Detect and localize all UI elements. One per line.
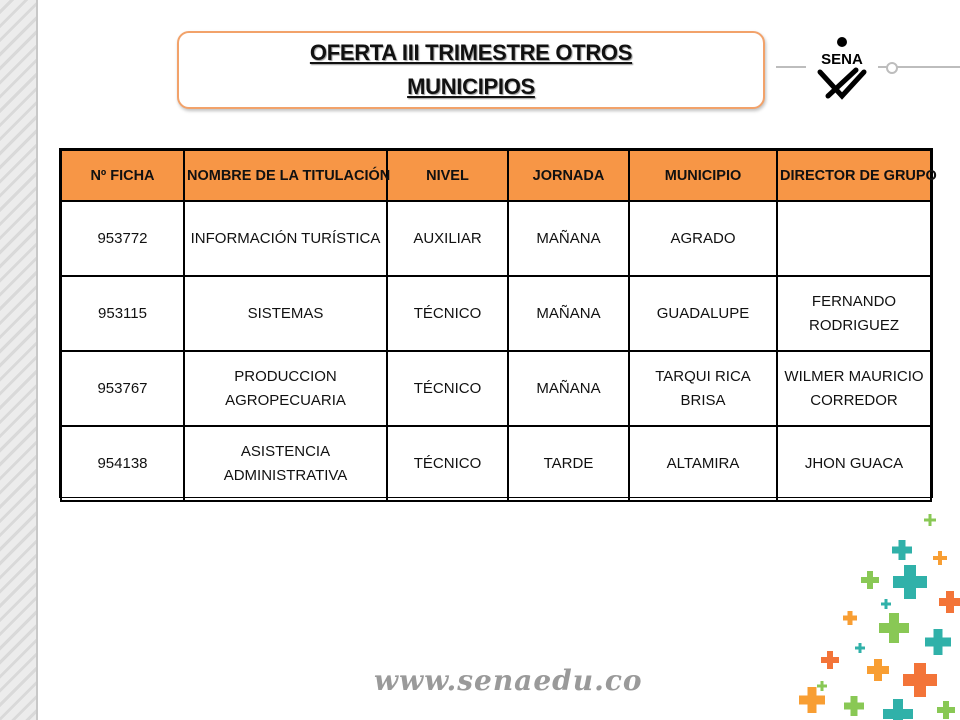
cell-director [777, 201, 931, 276]
cell-jornada: MAÑANA [508, 351, 629, 426]
cell-director: FERNANDO RODRIGUEZ [777, 276, 931, 351]
column-header-ficha: Nº FICHA [61, 150, 184, 201]
offer-table [60, 149, 937, 502]
cell-ficha: 953115 [61, 276, 184, 351]
cell-director: JHON GUACA [777, 426, 931, 501]
cell-municipio: GUADALUPE [629, 276, 777, 351]
plus-sign-icon [867, 659, 889, 681]
plus-sign-icon [843, 611, 857, 625]
cell-nivel: TÉCNICO [387, 351, 508, 426]
plus-sign-icon [925, 629, 951, 655]
column-header-titulacion: NOMBRE DE LA TITULACIÓN [184, 150, 387, 201]
title-box [177, 31, 765, 109]
plus-sign-icon [881, 599, 891, 609]
plus-sign-icon [879, 613, 909, 643]
cell-ficha: 953772 [61, 201, 184, 276]
footer-url: www.senaedu.co [374, 664, 643, 697]
plus-sign-icon [937, 701, 955, 719]
plus-sign-icon [924, 514, 936, 526]
column-header-nivel: NIVEL [387, 150, 508, 201]
cell-director: WILMER MAURICIO CORREDOR [777, 351, 931, 426]
sena-logo [806, 34, 878, 106]
column-header-jornada: JORNADA [508, 150, 629, 201]
page-title-line1: OFERTA III TRIMESTRE OTROS [309, 40, 633, 65]
plus-sign-icon [883, 699, 913, 720]
plus-sign-icon [821, 651, 839, 669]
cell-nivel: AUXILIAR [387, 201, 508, 276]
sena-logo-icon [806, 34, 878, 106]
cell-ficha: 953767 [61, 351, 184, 426]
cell-municipio: ALTAMIRA [629, 426, 777, 501]
table-row [61, 276, 931, 351]
cell-titulacion: PRODUCCION AGROPECUARIA [184, 351, 387, 426]
cell-municipio: AGRADO [629, 201, 777, 276]
logo-divider-dot [886, 62, 898, 74]
cell-jornada: MAÑANA [508, 201, 629, 276]
cell-nivel: TÉCNICO [387, 426, 508, 501]
table-row [61, 426, 931, 501]
column-header-municipio: MUNICIPIO [629, 150, 777, 201]
plus-sign-icon [817, 681, 827, 691]
cell-jornada: MAÑANA [508, 276, 629, 351]
table-row [61, 201, 931, 276]
plus-sign-icon [861, 571, 879, 589]
plus-sign-icon [844, 696, 864, 716]
table-header-row [61, 150, 931, 201]
cell-titulacion: INFORMACIÓN TURÍSTICA [184, 201, 387, 276]
cell-jornada: TARDE [508, 426, 629, 501]
plus-sign-icon [893, 565, 927, 599]
logo-text: SENA [821, 51, 863, 68]
cell-municipio: TARQUI RICA BRISA [629, 351, 777, 426]
cell-ficha: 954138 [61, 426, 184, 501]
cell-titulacion: SISTEMAS [184, 276, 387, 351]
cell-titulacion: ASISTENCIA ADMINISTRATIVA [184, 426, 387, 501]
table-row [61, 351, 931, 426]
plus-sign-icon [933, 551, 947, 565]
page-title-line2: MUNICIPIOS [407, 74, 535, 99]
cell-nivel: TÉCNICO [387, 276, 508, 351]
plus-sign-icon [855, 643, 865, 653]
left-decorative-strip [0, 0, 38, 720]
plus-sign-icon [892, 540, 912, 560]
plus-signs-pattern-icon [790, 510, 960, 720]
plus-sign-icon [903, 663, 937, 697]
plus-sign-icon [939, 591, 960, 613]
offer-table-container [59, 148, 937, 498]
column-header-director: DIRECTOR DE GRUPO [777, 150, 931, 201]
